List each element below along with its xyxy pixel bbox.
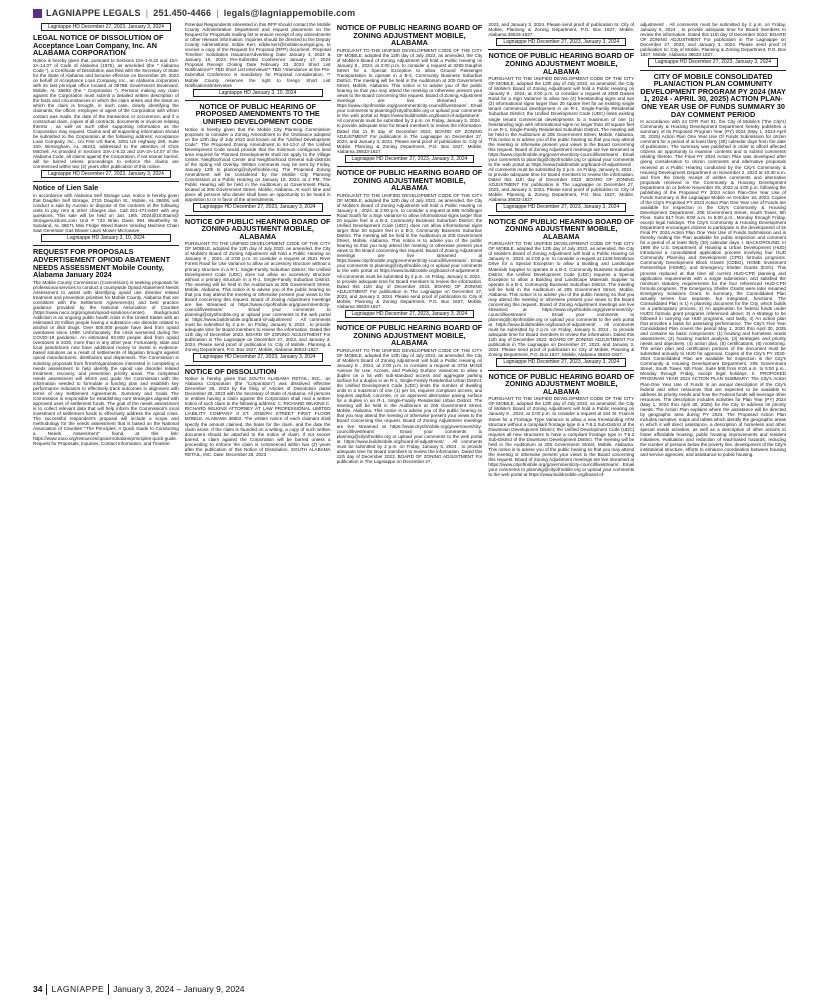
divider <box>337 166 483 167</box>
run-line: Lagniappe HD December 27, 2023, January 3, 2024 <box>496 358 626 366</box>
notice-consolidated-action-plan <box>640 73 786 458</box>
notice-body: In accordance with 24 CFR Part 91, the City of Mobile's ("the City's) Community & Housing Development Department hereby publishes a summary of its Proposed Program Year (PY) 2024 (May 1, 2024-April 30, 2025) Action Plan One Year Use Of Funds Submission for citizen comment for a period of at least thirty (30) calendar days from the date of publication. The summary was published in order to afford affected citizens an opportunity to examine contents and to submit comments relating thereto. The Final PY 2024 Action Plan was developed after giving consideration to citizen comments and alternative proposals received at a Public Hearing conducted by the City's Community & Housing Development Department on November 2, 2023 at 10:30 a.m. and from the timely receipt of written comments and alternative proposals received in the Community & Housing Development Department on or before November 29, 2023 at 4:00 p.m. following the publishing of the Proposed PY 2024 Action Plan-One Year Use of Funds Summary in the Lagniappe Mobile on October 18, 2023. Copies of the City's Proposed PY 2024 Action Plan One Year Use of Funds are available for inspection in the City's Community & Housing Development Department, 205 Government Street, South Tower, 5th Floor, Suite 517 from 8:00 a.m. to 5:00 p.m., Monday through Friday, except legal holidays. The City's Community & Housing Development Department encourages citizens to participate in the development of its Final PY 2024 Action Plan One Year Use of Funds Submission and is thereby making the Plan available for public inspection and comment for a period of at least thirty (30) calendar days. I. BACKGROUND: In 1995 the U.S. Department of Housing & Urban Development (HUD) introduced a consolidated application process involving four HUD Community Planning and Development (CPD) formula programs: Community Development Block Grants (CDBG), HOME Investment Partnerships (HOME), and Emergency Shelter Grants (ESG). This process replaced at that time all current HUD-CPD planning and application requirements with a single submission, and satisfied the minimum statutory requirements for the four referenced HUD-CPD formula programs. The Emergency Shelter Grants were later renamed Emergency Solutions Grant. In summary, the Consolidated Plan actually serves four separate, but integrated, functions. The Consolidated Plan is 1) A planning document for the City, which builds on a participatory process; 2) An application for federal funds under HUD's formula grant programs referenced above; 3) A strategy to be followed in carrying out HUD programs, and lastly, 4) An action plan that provides a basis for assessing performance. The City's Five Year Consolidated Plan covers the period May 1, 2020 thru April 30, 2025 and contains six basic components: (1) housing and homeless needs assessment, (2) housing market analysis, (3) strategies and priority needs and objectives, (4) action plan, (5) certifications, (6) monitoring. The action plan and certification portions of the document must be submitted annually to HUD for approval. Copies of the City's PY 2020-2024 Consolidated Plan are available for inspection in the City's Community & Housing Development Department, 205 Government Street, South Tower, 5th Floor, Suite 508 from 8:00 a.m. to 5:00 p.m., Monday through Friday, except legal holidays. II. PROPOSED PROGRAM YEAR 2024 ACTION PLAN SUMMARY: The City's Action Plan-One Year Use of Funds is an annual description of the City's federal and other resources that are expected to be available to address its priority needs and how the Federal funds will leverage other resources. The description includes activities for Plan Year (PY) 2024 (May 1, 2024 thru April 30, 2025) for the City to address its priority needs. The Action Plan explains where the assistance will be directed by geographic area during PY 2024. The Proposed Action Plan includes narrative, maps and tables which identify the geographic areas in which it will direct assistance, a description of homeless and other special needs activities, as well as a description of other actions to foster affordable housing, public housing improvements and resident initiatives, evaluation and reduction of lead-based hazards, reducing the number of persons below the poverty line, development of the City's institutional structure, efforts to enhance coordination between housing and service agencies, and assistance to public housing. <box>640 119 786 458</box>
notice-body: The Mobile County Commission (Commission) is seeking proposals for professional services to conduct a countywide Opioid Abatement Needs Assessment to assist with identifying opioid use disorder related treatment and prevention priorities for Mobile County. Alabama that are consistent with the Settlement Agreement(s) and best practice guidance provided by the National Association of Counties (https://www.naco.org/program/opioid-solutions-center). Background Addiction is an ongoing public health crisis in the United States with an estimated 20 million people having a substance use disorder related to alcohol or illicit drugs. Over 500,000 people have died from opioid overdoses since 1999. Unfortunately, the crisis worsened during the COVID-19 pandemic. An estimated 93,000 people died from opioid overdoses in 2020, more than in any other year. Fortunately, state and local jurisdictions now have additional money to invest in evidence-based solutions as a result of settlements of litigation brought against opioid manufacturers, distributors and dispensers. The Commission is soliciting proposals from firms/organizations interested in completing a needs assessment to help identify the opioid use disorder related treatment, recovery, and prevention priority areas. The completed needs assessment will inform and guide the Commission with the information needed to formulate a funding plan and establish key performance indicators to effectively track outcomes in alignment with terms of any Settlement Agreements. Summary and Goals The Commission is responsible for establishing core strategies aligned with approved uses of settlement funds. The goal of the needs assessment is to collect relevant data that will help inform the Commission's local investment of settlement funds to effectively address the opioid crisis. The successful respondent's proposal will include a scope and methodology for the needs assessment that is based on the National Association of Counties' "The Principles: A Quick Guide to Conducting a Needs Assessment" found at this link: https://www.naco.org/resources/opioid-solutions/principles-quick-guide. Request for Proposals, Inquiries, Contact Information, and Timeline <box>33 279 179 447</box>
notice-title: NOTICE OF PUBLIC HEARING BOARD OF ZONING ADJUSTMENT MOBILE, ALABAMA <box>336 23 483 48</box>
divider <box>488 370 634 371</box>
divider <box>488 49 634 50</box>
footer-separator <box>46 984 47 995</box>
notice-title: NOTICE OF PUBLIC HEARING BOARD OF ZONING ADJUSTMENT MOBILE, ALABAMA <box>184 216 331 241</box>
notice-title: CITY OF MOBILE CONSOLIDATED PLAN/ACTION PLAN COMMUNITY DEVELOPMENT PROGRAM PY 2024 (MAY 1, 2024 - APRIL 30, 2025) ACTION PLAN-ONE YEAR USE OF FUNDS SUMMARY 30 DAY COMMENT PERIOD <box>640 71 786 119</box>
section-square-icon <box>33 9 42 18</box>
notice-rfp-opioid-continued <box>185 22 331 97</box>
notice-rfp-opioid <box>33 248 179 446</box>
run-line: Lagniappe HD December 27, 2023, January 3, 2024 <box>648 58 778 66</box>
notice-udc-amendments <box>185 103 331 212</box>
header-phone: 251.450-4466 <box>153 8 212 18</box>
notice-title: NOTICE OF PUBLIC HEARING BOARD OF ZONING ADJUSTMENT MOBILE, ALABAMA <box>488 216 635 241</box>
notice-dissolution-south-alabama-retail <box>185 368 331 457</box>
divider <box>185 100 331 101</box>
notice-bza-dauphin <box>337 24 483 163</box>
column-4 <box>488 22 634 974</box>
column-3 <box>337 22 483 974</box>
notice-bza-river-forest <box>185 218 331 362</box>
publication-name: LAGNIAPPE <box>51 984 105 994</box>
divider <box>185 365 331 366</box>
header-separator: | <box>145 8 149 18</box>
header-email[interactable]: legals@lagniappemobile.com <box>223 8 356 18</box>
legal-columns <box>33 22 786 974</box>
notice-body: 2023, and January 3, 2024. Please send proof of publication to: City of Mobile, Planning & Zoning Department, P.O. Box 1827, Mobile, Alabama 36633-1827. <box>488 22 635 38</box>
run-line: Lagniappe HD January 3, 10, 2024 <box>41 234 171 242</box>
notice-body: PURSUANT TO THE UNIFIED DEVELOPMENT CODE OF THE CITY OF MOBILE, adopted the 12th day of July 2022, as amended, the City of Mobile's Board of Zoning Adjustment will hold a Public Hearing on January 8 , 2024, at 2:00 p.m. to consider a request at 3704 McGill Avenue for Use, Access, and Parking Surface Variances to allow a duplex on a lot with sub-standard access and aggregate parking surface for a duplex in an R-1, Single-Family Residential Urban District; the Unified Development Code (UDC) limits the number of dwelling units to a maximum of one (1) per lot, requires compliant access, and requires asphalt, concrete, or an approved alternative paving surface for a duplex in an R-1, Single-Family Residential Urban District. The meeting will be held in the Auditorium at 205 Government Street, Mobile, Alabama. This notice is to advise you of the public hearing so that you may attend the meeting or otherwise present your views to the Board concerning this request. Board of Zoning Adjustment meetings are live streamed at https://www.cityofmobile.org/government/city-council/livestream/ . Email your comments to planning@cityofmobile.org or upload your comments to the web portal at https://www.buildmobile.org/board-of-adjustment/ . All comments must be submitted by 2 p.m. on Friday, January 5, 2024 , to provide adequate time for Board members to review the information. Dated this 11th day of December 2023. BOARD OF ZONING ADJUSTMENT For publication in The Lagniappe on December 27, <box>336 347 483 464</box>
run-line: Lagniappe HD January 3, 10, 2024 <box>193 89 323 97</box>
header-separator: | <box>216 8 219 18</box>
notice-body: PURSUANT TO THE UNIFIED DEVELOPMENT CODE OF THE CITY OF MOBILE, adopted the 12th day of July 2022, as amended, the City of Mobile's Board of Zoning Adjustment will hold a Public Hearing on January 8 , 2024, at 2:00 p.m. to consider a request at 1248 Montlimar Drive for a Special Exception to allow a Building and Landscape Materials Supplier to operate in a B-3, Community Business Suburban District; the Unified Development Code (UDC) requires a Special Exception to allow a Building and Landscape Materials Supplier to operate in a B-3, Community Business Suburban District. The meeting will be held in the Auditorium at 205 Government Street, Mobile, Alabama. This notice is to advise you of the public hearing so that you may attend the meeting or otherwise present your views to the Board concerning this request. Board of Zoning Adjustment meetings are live streamed at https://www.cityofmobile.org/government/city-council/livestream/ . Email your comments to planning@cityofmobile.org or upload your comments to the web portal at https://www.buildmobile.org/board-of-adjustment/ . All comments must be submitted by 2 p.m. on Friday, January 5, 2024 , to provide adequate time for Board members to review the information. Dated this 11th day of December 2023. BOARD OF ZONING ADJUSTMENT For publication in The Lagniappe on December 27, 2023, and January 3, 2024. Please send proof of publication to: City of Mobile, Planning & Zoning Department, P.O. Box 1827, Mobile, Alabama 36633-1827. <box>488 241 635 358</box>
notice-body: PURSUANT TO THE UNIFIED DEVELOPMENT CODE OF THE CITY OF MOBILE, adopted the 12th day of July 2022, as amended, the City of Mobile's Board of Zoning Adjustment will hold a Public Hearing on January 8 , 2024, at 2:00 p.m. to consider a request at 2521 River Forest Road for Use Variance to allow an accessory structure without a primary structure in a R-1, Single-Family Suburban District; the Unified Development Code (UDC) does not allow an accessory structure without a primary structure in a R-1, Single-Family Suburban District. The meeting will be held in the Auditorium at 205 Government Street, Mobile, Alabama. This notice is to advise you of the public hearing so that you may attend the meeting or otherwise present your views to the Board concerning this request. Board of Zoning Adjustment meetings are live streamed at https://www.cityofmobile.org/government/city-council/livestream/ . Email your comments to planning@cityofmobile.org or upload your comments to the web portal at https://www.buildmobile.org/board-of-adjustment/ . All comments must be submitted by 2 p.m. on Friday, January 5, 2024 , to provide adequate time for Board members to review the information. Dated this 11th day of December 2023. BOARD OF ZONING ADJUSTMENT For publication in The Lagniappe on December 27, 2023, and January 3, 2024. Please send proof of publication to: City of Mobile, Planning & Zoning Department, P.O. Box 1827, Mobile, Alabama 36633-1827. <box>184 241 331 353</box>
notice-bza-dawes <box>488 52 634 211</box>
notice-body: PURSUANT TO THE UNIFIED DEVELOPMENT CODE OF THE CITY OF MOBILE, adopted the 12th day of July 2022, as amended, the City of Mobile's Board of Zoning Adjustment will hold a Public Hearing on January 8 , 2024, at 2:00 p.m. to consider a request at 2500 Dawes Road for a Sign Variance to allow two (2) freestanding signs and two (2) informational signs larger than 20 square feet for an existing single tenant commercial development in an R-1, Single-Family Residential Suburban District; the Unified Development Code (UDC) limits existing single tenant commercial developments to a maximum of one (1) freestanding sign with informational signs no larger than 20 square feet in an R-1, Single-Family Residential Suburban District. The meeting will be held in the Auditorium at 205 Government Street, Mobile, Alabama. This notice is to advise you of the public hearing so that you may attend the meeting or otherwise present your views to the Board concerning this request. Board of Zoning Adjustment meetings are live streamed at https://www.cityofmobile.org/government/city-council/livestream/ . Email your comments to planning@cityofmobile.org or upload your comments to the web portal at https://www.buildmobile.org/board-of-adjustment/ . All comments must be submitted by 2 p.m. on Friday, January 5, 2024 , to provide adequate time for Board members to review the information. Dated this 11th day of December 2023. BOARD OF ZONING ADJUSTMENT For publication in The Lagniappe on December 27, 2023, and January 3, 2024. Please send proof of publication to: City of Mobile, Planning & Zoning Department, P.O. Box 1827, Mobile, Alabama 36633-1827. <box>488 76 635 203</box>
notice-body: PURSUANT TO THE UNIFIED DEVELOPMENT CODE OF THE CITY OF MOBILE, adopted the 12th day of July 2022, as amended, the City of Mobile's Board of Zoning Adjustment will hold a Public Hearing on January 8 , 2024, at 2:00 p.m. to consider a request at 164 St. Francis Street for a Frontage Type Variance to allow a new freestanding ATM structure without a compliant frontage type in a T-5.2 Sub-District of the Downtown Development District; the Unified Development Code (UDC) requires all new structures to have a compliant frontage type in T-5.2 Sub-District of the Downtown Development District. The meeting will be held in the Auditorium at 205 Government Street, Mobile, Alabama. This notice is to advise you of the public hearing so that you may attend the meeting or otherwise present your views to the Board concerning this request. Board of Zoning Adjustment meetings are live streamed at https://www.cityofmobile.org/government/city-council/livestream/ . Email your comments to planning@cityofmobile.org or upload your comments to the web portal at https://www.buildmobile.org/board-of- <box>488 396 635 478</box>
divider <box>488 215 634 216</box>
notice-dissolution-acceptance-loan <box>33 34 179 178</box>
notice-body: In accordance with Alabama Self Storage Law, notice is hereby given that Dauphin Self Storage, 2715 Dauphin St., Mobile, AL 36606, will conduct a sale by Auction or dispose of the contents of the following units to pay rent & other charges due. Call 251-471-6497 with any questions. This sale will be held on Jan. 19th, 2024@10:00am@ StorageAuctions.com Unit # 723 Brian Davis 994 Weatherby St. Saraland, AL 36571 Mini Fridge Weed Eaters Vending Machine Chain Saw Generator Gas Blower Lawn Mower Microwave <box>33 192 179 234</box>
run-line: Lagniappe HD December 27, 2023, January 3, 2024 <box>41 170 171 178</box>
run-line: Lagniappe HD December 27, 2023, January 3, 2024 <box>345 310 475 318</box>
column-2 <box>185 22 331 974</box>
notice-title: NOTICE OF PUBLIC HEARING BOARD OF ZONING ADJUSTMENT MOBILE, ALABAMA <box>488 371 635 396</box>
page-header <box>33 6 355 20</box>
notice-body: PURSUANT TO THE UNIFIED DEVELOPMENT CODE OF THE CITY OF MOBILE, adopted the 12th day of July 2022, as amended, the City of Mobile's Board of Zoning Adjustment will hold a Public Hearing on January 8 , 2024, at 2:00 p.m. to consider a request at 685 Schillinger Road South for a Sign Variance to allow informational signs larger than 20 square feet in a B-3, Community Business Suburban District; the Unified Development Code (UDC) does not allow informational signs larger than 20 square feet in a B-3, Community Business Suburban District. The meeting will be held in the Auditorium at 205 Government Street, Mobile, Alabama. This notice is to advise you of the public hearing so that you may attend the meeting or otherwise present your views to the Board concerning this request. Board of Zoning Adjustment meetings are live streamed at https://www.cityofmobile.org/government/city-council/livestream/ . Email your comments to planning@cityofmobile.org or upload your comments to the web portal at https://www.buildmobile.org/board-of-adjustment/ . All comments must be submitted by 2 p.m. on Friday, January 5, 2024 , to provide adequate time for Board members to review the information. Dated this 11th day of December 2023. BOARD OF ZONING ADJUSTMENT For publication in The Lagniappe on December 27, 2023, and January 3, 2024. Please send proof of publication to: City of Mobile, Planning & Zoning Department, P.O. Box 1827, Mobile, Alabama 36633-1827. <box>336 192 483 309</box>
divider <box>337 321 483 322</box>
notice-body: Potential Respondents interested in this RFP should contact the Mobile County Administration Department and request placement on the Request for Proposals mailing list to ensure receipt of any amendments or other relevant information. Inquiries should be directed to the Deputy County Administrator, Eddie Kerr, eddie.kerr@mobilecountyal.gov, to receive a copy of the Request for Proposal (RFP) document. Proposal Timeline: Solicitation Issuance/Advertising Date January 3, 2024 & January 10, 2024 Pre-Submittal Conference January 17, 2024 Proposal Receipt Closing Date February 23, 2024 Short List Notifications** TBD Short List Interviews** TBD *Attendance at the Pre-Submittal Conference is mandatory for Proposal consideration. ** Mobile County reserves the right to forego Short List Notifications/Interviews <box>184 22 331 88</box>
issue-dates: January 3, 2024 – January 9, 2024 <box>113 984 245 994</box>
notice-bza-st-francis <box>488 373 634 478</box>
notice-body: PURSUANT TO THE UNIFIED DEVELOPMENT CODE OF THE CITY OF MOBILE, adopted the 12th day of July 2022, as amended, the City of Mobile's Board of Zoning Adjustment will hold a Public Hearing on January 8 , 2024, at 2:00 p.m. to consider a request at 3280 Dauphin Street for a Special Exception to allow Ground Passenger Transportation to operate in a B-3, Community Business Suburban District. The meeting will be held in the Auditorium at 205 Government Street, Mobile, Alabama. This notice is to advise you of the public hearing so that you may attend the meeting or otherwise present your views to the Board concerning this request. Board of Zoning Adjustment meetings are live streamed at https://www.cityofmobile.org/government/city-council/livestream/ . Email your comments to planning@cityofmobile.org or upload your comments to the web portal at https://www.buildmobile.org/board-of-adjustment/ . All comments must be submitted by 2 p.m. on Friday, January 5, 2024 , to provide adequate time for Board members to review the information. Dated this 11 th day of December 2023. BOARD OF ZONING ADJUSTMENT For publication in The Lagniappe on December 27, 2023, and January 3, 2024. Please send proof of publication to: City of Mobile, Planning & Zoning Department, P.O. Box 1827, Mobile, Alabama 36633-1827. <box>336 47 483 154</box>
column-5 <box>640 22 786 974</box>
notice-body: Notice is hereby given that the Mobile City Planning Commission proposes to consider a Zoning Amendment to the Ordinance adopted on the 12th day of July 2022 and known as the "Unified Development Code". The Proposed Zoning Amendment to 64-13-2 of the Unified Development Code would provide that the minimum contiguous land area required for Planned Developments shall not apply to the Village Center, Neighborhood Center and Neighborhood General sub-districts of the Spring Hill Overlay. Written comments may be sent by Friday, January 12th to planning@cityofmobile.org. The Proposed Zoning Amendment will be considered by the Mobile City Planning Commission at a Public Hearing on January 18, 2024, at 2 PM. The Public Hearing will be held in the Auditorium at Government Plaza, located at 205 Government Street, Mobile, Alabama. At such time and place all persons who desire shall have an opportunity to be heard in opposition to or in favor of the amendments. <box>184 126 331 203</box>
divider <box>185 215 331 216</box>
notice-bza-mcgill-continued <box>488 22 634 46</box>
notice-title: LEGAL NOTICE OF DISSOLUTION OF Acceptance Loan Company, Inc. AN ALABAMA CORPORATION <box>33 33 164 58</box>
divider <box>33 245 179 246</box>
notice-title: NOTICE OF PUBLIC HEARING OF PROPOSED AMENDMENTS TO THE UNIFIED DEVELOPMENT CODE <box>195 101 320 126</box>
notice-title: NOTICE OF PUBLIC HEARING BOARD OF ZONING ADJUSTMENT MOBILE, ALABAMA <box>336 323 483 348</box>
divider <box>33 181 179 182</box>
run-line: Lagniappe HD December 27, 2023, January 3, 2024 <box>193 353 323 361</box>
notice-bza-st-francis-continued <box>640 22 786 67</box>
notice-title: NOTICE OF PUBLIC HEARING BOARD OF ZONING ADJUSTMENT MOBILE, ALABAMA <box>488 51 635 76</box>
notice-lien-sale <box>33 184 179 242</box>
notice-bza-schillinger <box>337 169 483 318</box>
page-footer <box>33 982 786 996</box>
run-line: Lagniappe HD December 27, 2023, January 3, 2024 <box>496 203 626 211</box>
column-1 <box>33 22 179 974</box>
notice-title: REQUEST FOR PROPOSALS ADVERTISEMENT OPIOID ABATEMENT NEEDS ASSESSMENT Mobile County, Alabama January 2024 <box>33 247 171 280</box>
notice-bza-mcgill <box>337 324 483 464</box>
run-line: Lagniappe HD December 27, 2023, January 3, 2024 <box>193 203 323 211</box>
notice-title: NOTICE OF PUBLIC HEARING BOARD OF ZONING ADJUSTMENT MOBILE, ALABAMA <box>336 167 483 193</box>
page-number: 34 <box>33 984 43 994</box>
run-line: Lagniappe HD December 27, 2023, January 3, 2024 <box>345 155 475 163</box>
notice-body: Notice is hereby given that, pursuant to Sections 10A-1-9.22 and 10A-2A-14.07 of Code of Alabama (1975), as amended (the " Alabama Code "), a Certificate of Dissolution was filed with the Secretary of State for the State of Alabama and became effective on December 29, 2023 on behalf of Acceptance Loan Company, Inc., an Alabama corporation with its last principal office located at 3976B Government Boulevard, Mobile, AL 36693 (the " Corporation "). Persons making any claim against the Corporation must submit a detailed written description of the facts and circumstances in which the claim arises and the basis on which the claim is brought, in each case, clearly identifying the claimants, the officer, employee or agent of the Corporation with whom contact was made, the date of the transaction or occurrence, and if a contractual claim, copies of all contracts, documents or invoices relating thereto , as well as such other supporting information as the Corporation may request. Claims and all supporting information should be submitted to the Corporation at the following address: Acceptance Loan Company, Inc., c/o First US Bank, 3291 US Highway 280, Suite 100, Birmingham, AL 35243, addressed to the attention of Chris Mitchell. As provided in Sections 10A-1-9.22 and 10A-2A-14.07 of the Alabama Code, all claims against the Corporation, if not sooner barred, will be barred unless proceedings to enforce the claims are commenced within two (2) years after publication of this notice. <box>33 57 179 169</box>
notice-title: Notice of Lien Sale <box>33 183 99 193</box>
run-line: Lagniappe HD December 27, 2023, January 3, 2024 <box>496 38 626 46</box>
run-line: Lagniappe HD December 27, 2023, January 3, 2024 <box>41 23 171 31</box>
footer-separator <box>108 984 109 995</box>
notice-bza-montlimar <box>488 218 634 367</box>
section-title: LAGNIAPPE LEGALS <box>46 8 141 18</box>
notice-body: Notice is hereby given that SOUTH ALABAMA RETAIL, INC., an Alabama Corporation (the "Corporation") was dissolved effective December 28, 2023 by the filing of Articles of Dissolution dated December 28, 2023 with the Secretary of State of Alabama. All persons or entities having a claim against the Corporation shall mail a written notice of such claim to the following address: C. RICHARD WILKINS C. RICHARD WILKINS ATTORNEY AT LAW PROFESSIONAL LIMITED LIABILITY COMPANY 8 ST. JOSEPH STREET FIRST FLOOR MOBILE, ALABAMA 36602. The written notice of each claimant shall specify the amount claimed, the basis for the claim, and the date the claim arose. If the claim is founded on a writing, a copy of such written document should be attached to the notice of claim. If not sooner barred, a claim against the Corporation will be barred unless a proceeding to enforce the claim is commenced within two (2) years after the publication of this Notice of Dissolution. SOUTH ALABAMA RETAIL, INC. Date: December 28, 2023 <box>184 376 331 457</box>
notice-body: adjustment/ . All comments must be submitted by 2 p.m. on Friday, January 5, 2024 , to provide adequate time for Board members to review the information. Dated this 11th day of December 2023. BOARD OF ZONING ADJUSTMENT For publication in The Lagniappe on December 27, 2023, and January 3, 2024. Please send proof of publication to: City of Mobile, Planning & Zoning Department, P.O. Box 1827, Mobile, Alabama 36633-1827. <box>640 22 786 58</box>
divider <box>640 70 786 71</box>
notice-title: NOTICE OF DISSOLUTION <box>184 366 277 376</box>
